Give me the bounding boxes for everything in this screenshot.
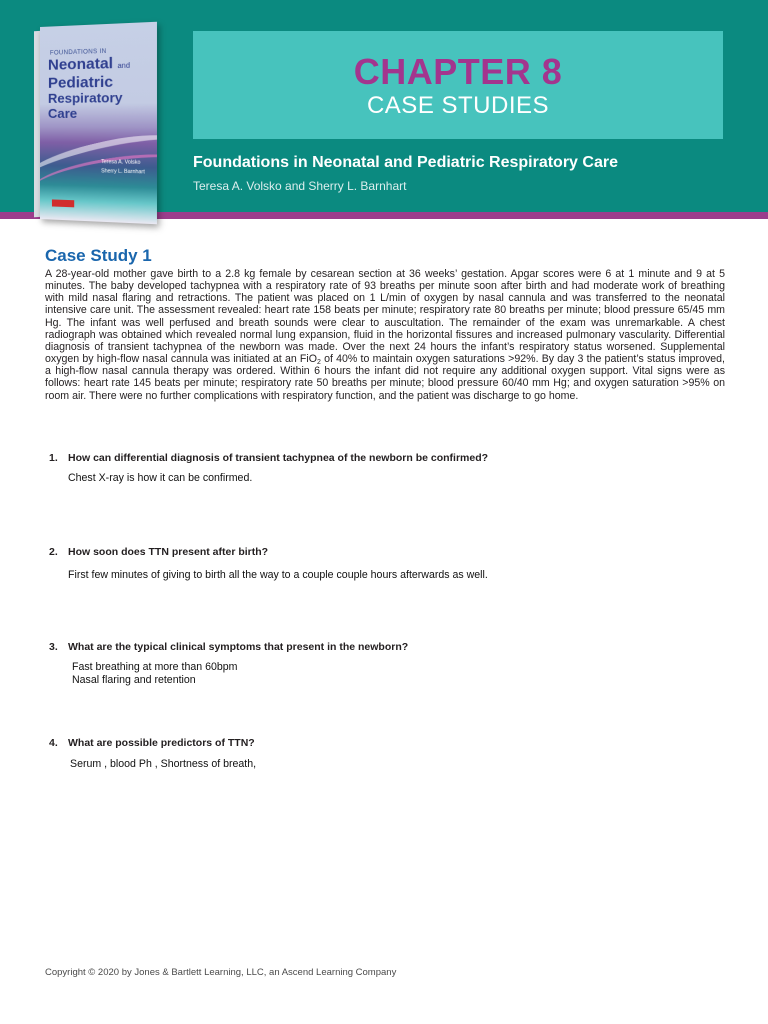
case-body-part2: of 40% to maintain oxygen saturations >92%. By day 3 the patient’s status improved, a high-flow nasal cannula therapy was ordered. Within 6 hours the infant did not require any additional oxygen support. Vital signs were as follows: heart rate 145 beats per minute; respiratory rate 50 breaths per minute; blood pressure 60/40 mm Hg; and oxygen saturation >95% on room air. There were no further complications with respiratory function, and the patient was discharge to go home.	[45, 353, 725, 402]
cover-author-2: Sherry L. Barnhart	[101, 168, 145, 176]
case-body-part1: A 28-year-old mother gave birth to a 2.8 kg female by cesarean section at 36 weeks’ gestation. Apgar scores were 6 at 1 minute and 9 at 5 minutes. The baby developed tachypnea with a respiratory rate of 93 breaths per minute soon after birth and had moderate work of breathing with mild nasal flaring and retractions. The patient was placed on 1 L/min of oxygen by nasal cannula and was transferred to the neonatal intensive care unit. The assessment revealed: heart rate 158 beats per minute; respiratory rate 80 breaths per minute; blood pressure 65/45 mm Hg. The infant was well perfused and breath sounds were clear to auscultation. The remainder of the exam was unremarkable. A chest radiograph was obtained which revealed normal lung expansion, fluid in the horizontal fissures and increased pulmonary vascularity. Differential diagnosis of transient tachypnea of the newborn was made. Over the next 24 hours the infant’s respiratory status worsened. Supplemental oxygen by high-flow nasal cannula was initiated at an FiO	[45, 268, 725, 366]
cover-title-line2: Pediatric	[47, 73, 114, 92]
case-study-body	[45, 268, 725, 402]
cover-authors	[101, 158, 145, 178]
book-authors: Teresa A. Volsko and Sherry L. Barnhart	[193, 179, 407, 193]
case-study-title: Case Study 1	[45, 246, 152, 265]
publisher-logo	[52, 199, 74, 207]
question-1	[49, 452, 488, 464]
fio2-subscript: 2	[317, 359, 321, 367]
cover-title-and: and	[117, 62, 131, 71]
cover-small-text: FOUNDATIONS IN	[49, 48, 107, 57]
cover-author-1: Teresa A. Volsko	[101, 159, 141, 166]
question-text: How can differential diagnosis of transient tachypnea of the newborn be confirmed?	[68, 452, 489, 464]
answer-1: Chest X-ray is how it can be confirmed.	[68, 472, 253, 484]
question-3	[49, 641, 408, 653]
answer-3-line-1: Fast breathing at more than 60bpm	[72, 661, 238, 673]
cover-title-line3: Respiratory Care	[47, 89, 123, 121]
cover-title-line1: Neonatal	[47, 54, 114, 74]
answer-2: First few minutes of giving to birth all the way to a couple couple hours afterwards as well.	[68, 569, 488, 581]
book-name: Foundations in Neonatal and Pediatric Respiratory Care	[193, 154, 618, 171]
answer-3	[72, 661, 237, 687]
answer-4: Serum , blood Ph , Shortness of breath,	[70, 758, 257, 770]
question-number: 4.	[49, 737, 58, 749]
chapter-title: CHAPTER 8	[353, 51, 563, 92]
question-4	[49, 737, 255, 749]
question-text: How soon does TTN present after birth?	[68, 546, 269, 558]
copyright-footer: Copyright © 2020 by Jones & Bartlett Learning, LLC, an Ascend Learning Company	[45, 967, 397, 978]
question-text: What are possible predictors of TTN?	[68, 737, 255, 749]
question-number: 1.	[49, 452, 58, 464]
chapter-box	[193, 31, 723, 139]
answer-3-line-2: Nasal flaring and retention	[72, 674, 196, 686]
question-text: What are the typical clinical symptoms that present in the newborn?	[68, 641, 409, 653]
book-cover-image	[34, 27, 152, 219]
question-number: 2.	[49, 546, 58, 558]
book-cover	[40, 22, 157, 225]
chapter-subtitle: CASE STUDIES	[366, 92, 550, 119]
question-2	[49, 546, 268, 558]
cover-title	[48, 55, 153, 121]
question-number: 3.	[49, 641, 58, 653]
